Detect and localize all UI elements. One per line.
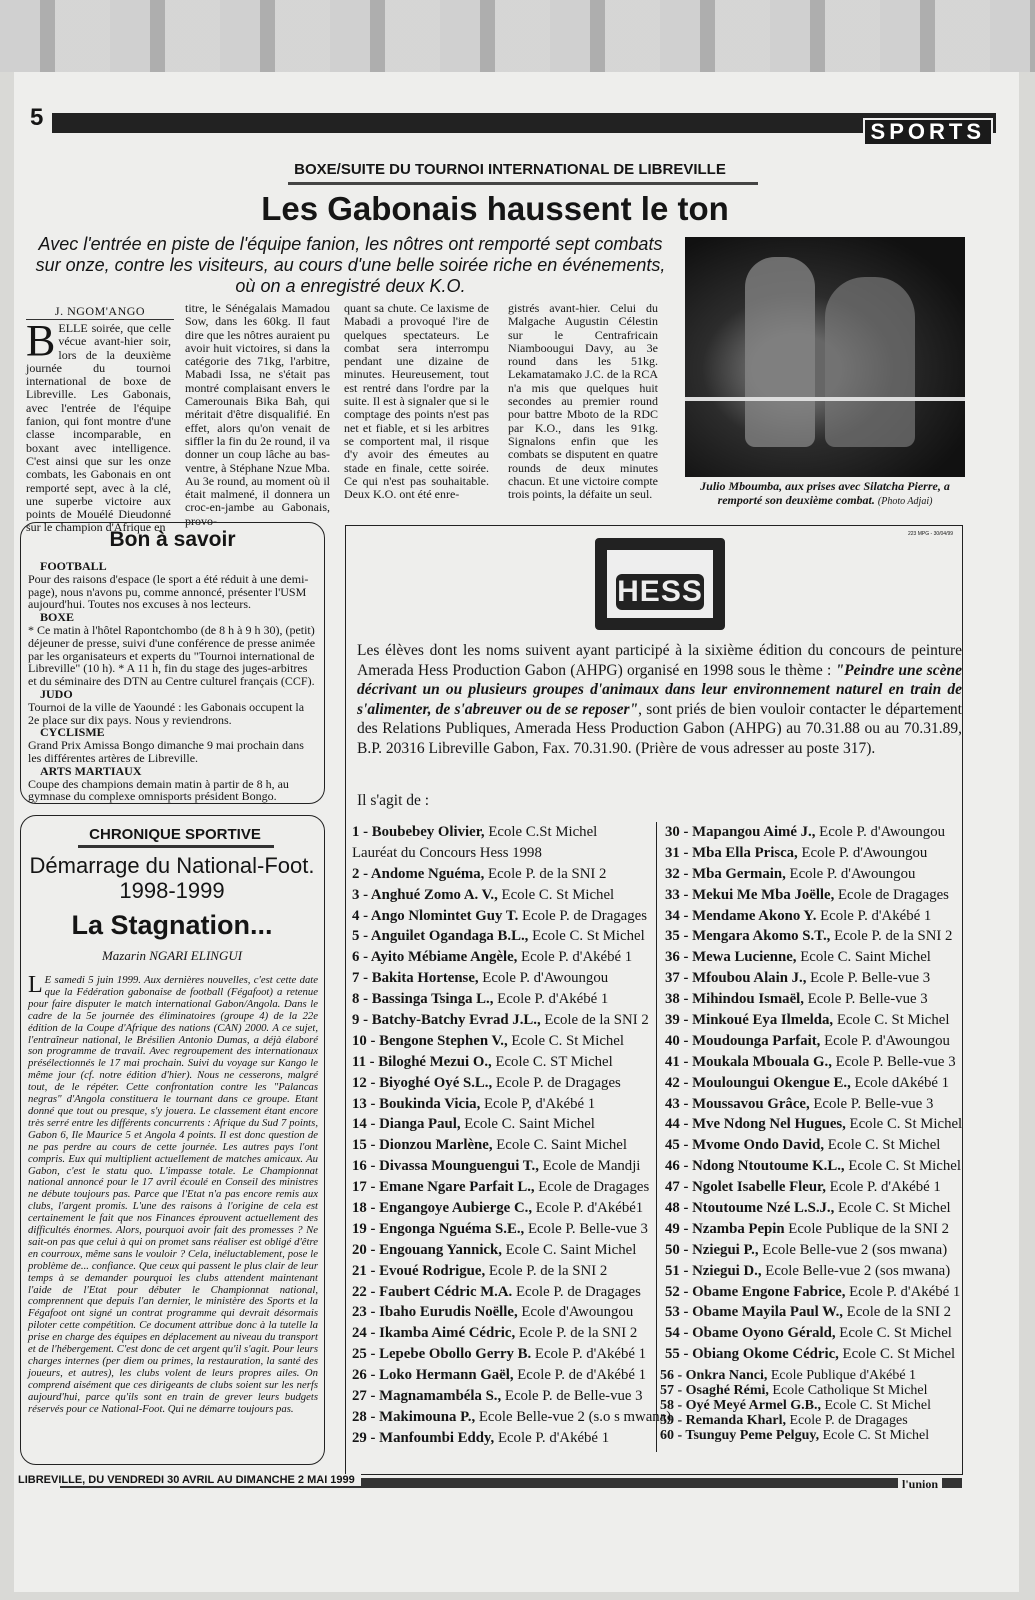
student-name: 54 - Obame Oyono Gérald, [665, 1325, 836, 1342]
list-item [665, 1075, 965, 1096]
list-item [665, 1325, 965, 1346]
list-item [665, 1096, 965, 1117]
list-item [665, 1179, 965, 1200]
dropcap: L [28, 972, 43, 998]
school-name: Ecole P. d'Akébé 1 [825, 1179, 941, 1196]
section-heading: FOOTBALL [40, 559, 107, 573]
list-item [665, 908, 965, 929]
ring-rope [685, 397, 965, 401]
school-name: Ecole P. d'Akébé 1 [816, 907, 932, 924]
chronique-headline: La Stagnation... [71, 910, 273, 940]
student-name: 28 - Makimouna P., [352, 1408, 476, 1425]
list-item [660, 1413, 960, 1428]
student-name: 22 - Faubert Cédric M.A. [352, 1283, 513, 1300]
boxing-photo [685, 237, 965, 477]
list-item [352, 1200, 652, 1221]
student-name: 60 - Tsunguy Peme Pelguy, [660, 1428, 820, 1443]
list-item [660, 1398, 960, 1413]
section-heading: CYCLISME [40, 725, 105, 740]
student-name: 50 - Nziegui P., [665, 1241, 759, 1258]
list-item [665, 1284, 965, 1305]
chronique-subtitle: Démarrage du National-Foot. 1998-1999 [29, 853, 315, 903]
list-item [352, 1325, 652, 1346]
article-column-3: quant sa chute. Ce laxisme de Mabadi a provoqué l'ire de quelques spectateurs. Le combat sera interrompu pendant une dizaine de minutes. Heureusement, tout est rentré dans l'ordre par la suite. Il est à signaler que si le comptage des points n'est pas net et fiable, et si les arbitres se comportent mal, il risque d'y avoir des émeutes au stade en finale, cette soirée. Ce qui n'est pas souhaitable. Deux K.O. ont été enre- [344, 301, 489, 502]
school-name: Ecole C. St Michel [497, 886, 615, 903]
list-item [352, 1346, 652, 1367]
student-name: 27 - Magnamambéla S., [352, 1388, 502, 1405]
list-item [665, 949, 965, 970]
student-name: 12 - Biyoghé Oyé S.L., [352, 1074, 493, 1091]
scanner-edge [0, 0, 1035, 72]
student-name: 16 - Divassa Mounguengui T., [352, 1158, 539, 1175]
list-item [352, 887, 652, 908]
student-name: 35 - Mengara Akomo S.T., [665, 928, 831, 945]
school-name: Ecole d'Awoungou [517, 1304, 634, 1321]
school-name: Ecole P. d'Awoungou [820, 1032, 950, 1049]
student-name: 55 - Obiang Okome Cédric, [665, 1346, 839, 1363]
list-item [352, 908, 652, 929]
school-name: Ecole P. Belle-vue 3 [831, 1053, 956, 1070]
photo-credit: (Photo Adjai) [877, 496, 933, 507]
school-name: Ecole P. d'Akébé1 [532, 1200, 644, 1217]
section-text: Coupe des champions demain matin à partir de 8 h, au gymnase du complexe omnisports président Bongo. [28, 776, 289, 804]
student-name: 9 - Batchy-Batchy Evrad J.L., [352, 1012, 541, 1029]
list-item [665, 866, 965, 887]
school-name: Ecole C. ST Michel [491, 1053, 613, 1070]
list-item [665, 1054, 965, 1075]
list-item [352, 1430, 652, 1451]
school-name: Ecole P. d'Awoungou [478, 970, 609, 987]
student-name: 42 - Mouloungui Okengue E., [665, 1074, 851, 1091]
student-name: 17 - Emane Ngare Parfait L., [352, 1179, 535, 1196]
list-item [660, 1428, 960, 1443]
list-item [665, 1304, 965, 1325]
list-item [665, 1200, 965, 1221]
student-name: 14 - Dianga Paul, [352, 1116, 461, 1133]
boxer-figure [745, 257, 815, 447]
list-item [352, 1304, 652, 1325]
school-name: Ecole Publique d'Akébé 1 [767, 1368, 917, 1383]
list-item [660, 1368, 960, 1383]
school-name: Ecole Publique de la SNI 2 [784, 1220, 949, 1237]
section-text: Pour des raisons d'espace (le sport a été réduit à une demi-page), nous n'avons pu, comme annoncé, présenter l'USM aujourd'hui. Toutes nos excuses à nos lecteurs. [28, 571, 309, 612]
student-name: 1 - Boubebey Olivier, [352, 824, 485, 840]
article-kicker: BOXE/SUITE DU TOURNOI INTERNATIONAL DE LIBREVILLE [294, 161, 726, 178]
student-name: 31 - Mba Ella Prisca, [665, 844, 798, 861]
student-name: 52 - Obame Engone Fabrice, [665, 1283, 846, 1300]
list-item [665, 1346, 965, 1367]
student-name: 33 - Mekui Me Mba Joëlle, [665, 886, 835, 903]
student-name: 57 - Osaghé Rémi, [660, 1383, 769, 1398]
list-item [665, 1033, 965, 1054]
section-heading: ARTS MARTIAUX [40, 763, 142, 778]
student-name: 45 - Mvome Ondo David, [665, 1137, 825, 1154]
list-item [352, 824, 652, 845]
school-name: Ecole P. de d'Akébé 1 [513, 1367, 647, 1384]
student-name: 43 - Moussavou Grâce, [665, 1095, 810, 1112]
list-item [665, 1012, 965, 1033]
school-name: Ecole de la SNI 2 [842, 1304, 952, 1321]
student-name: 11 - Biloghé Mezui O., [352, 1053, 492, 1070]
school-name: Ecole C. St Michel [528, 928, 645, 945]
chronique-body: L E samedi 5 juin 1999. Aux dernières nouvelles, c'est cette date que la Fédération gabonaise de football (Fégafoot) a retenue pour faire disputer le match international Gabon/Angola. Dans le cadre de la 5e journée des éliminatoires (groupe 4) de la 22e édition de la Coupe d'Afrique des nations (CAN) 2000. A ce sujet, l'entraîneur national, le Brésilien Antonio Dumas, a déjà élaboré son programme de travail. Avec regroupement des internationaux présélectionnés le 17 mai prochain. Suivi du voyage sur Kango le même jour (cf. notre édition d'hier). Nous ne cesserons, malgré tout, de le répéter. Cette confrontation contre les "Palancas negras" d'Angola constituera le tournant dans ce groupe. Etant donné que tout ou presque, s'y jouera. Le classement étant encore très serré entre les différents concurrents : Afrique du Sud 7 points, Gabon 6, Ile Maurice 5 et Angola 4 points. Il est donc question de ne pas perdre au cours de cette journée. Les autres pays l'ont compris. Eux qui multiplient actuellement de matches amicaux. Au Gabon, c'est le statu quo. L'impasse totale. Le Championnat national annoncé pour le 17 avril écoulé en Conseil des ministres ne débute toujours pas. Parce que l'Etat n'a pas encore remis aux clubs, l'argent promis. L'une des raisons à l'origine de cela est certainement le fait que nos Finances éprouvent actuellement des difficultés énormes. Alors, pourquoi avoir fait des promesses ? Ne sait-on pas que celui à qui on promet sans réaliser est obligé d'être en courroux, même sans le vouloir ? Cela, inéluctablement, pose le problème de... confiance. Que ceux qui passent le plus clair de leur temps à se demander pourquoi les clubs attendent maintenant l'aide de l'Etat pour débuter le Championnat national, comprennent que depuis l'an dernier, le ministère des Sports et la Fégafoot ont signé un contrat programme qui devrait désormais piloter cette compétition. Ce document attribue donc à la tutelle la prise en charge des équipes en déplacement au niveau du transport et de l'hébergement. C'est donc de cet argent qu'il s'agit. Pour leurs charges internes (per diem ou primes, la restauration, la santé des joueurs, et autres), les clubs volent de leurs propres ailes. On comprend aisément que ces dirigeants de clubs soient sur les nerfs aujourd'hui, parce qu'ils sont en train de grever leurs budgets réservés pour ce National-Foot. Qui ne démarre toujours pas. [28, 972, 318, 1415]
school-name: Ecole P. d'Akébé 1 [531, 1346, 647, 1363]
article-column-4: gistrés avant-hier. Celui du Malgache Augustin Célestin sur le Centrafricain Niamboougui Davy, au 3e round dans les 51kg. Lekamatamako J.C. de la RCA n'a mis que quelques huit secondes au premier round pour battre Mboto de la RDC par K.O., dans les 91kg. Signalons enfin que les combats se disputent en quatre rounds de deux minutes chacun. Et une victoire compte trois points, la défaite un seul. [508, 301, 658, 502]
list-item [352, 1116, 652, 1137]
school-name: Ecole P, d'Akébé 1 [480, 1095, 596, 1112]
school-name: Ecole P. de Dragages [492, 1074, 621, 1091]
dropcap: B [26, 316, 56, 365]
student-name: 5 - Anguilet Ogandaga B.L., [352, 928, 529, 945]
school-name: Ecole C. St Michel [845, 1116, 963, 1133]
list-item [352, 970, 652, 991]
list-item [665, 824, 965, 845]
student-name: 13 - Boukinda Vicia, [352, 1095, 481, 1112]
student-name: 41 - Moukala Mbouala G., [665, 1053, 832, 1070]
student-list-left [352, 824, 672, 1451]
student-name: 44 - Mve Ndong Nel Hugues, [665, 1116, 846, 1133]
school-name: Ecole C.St Michel [484, 824, 598, 840]
student-name: 21 - Evoué Rodrigue, [352, 1262, 486, 1279]
school-name: Ecole P. de la SNI 2 [485, 1262, 608, 1279]
section-label: SPORTS [863, 118, 993, 146]
boxer-figure [825, 277, 915, 447]
article-column-2: titre, le Sénégalais Mamadou Sow, dans les 60kg. Il faut dire que les nôtres auraient pu avoir huit victoires, si dans la catégorie des 71kg, l'arbitre, Mabadi Issa, ne s'était pas montré complaisant envers le Camerounais Bika Bah, qui méritait d'être disqualifié. En effet, alors qu'on venait de siffler la fin du 2e round, il va donner un coup lâche au bas-ventre, à Stéphane Nzue Mba. Au 3e round, au moment où il était malmené, il donnera un croc-en-jambe au Gabonais, provo- [185, 301, 330, 528]
column-divider [656, 822, 657, 1452]
student-name: 8 - Bassinga Tsinga L., [352, 991, 494, 1008]
list-item [352, 1075, 652, 1096]
school-name: Ecole P. d'Akébé 1 [517, 949, 633, 966]
list-item [352, 1408, 672, 1430]
school-name: Ecole Belle-vue 2 (sos mwana) [758, 1241, 948, 1258]
list-item [352, 1054, 652, 1075]
school-name: Ecole P. de la SNI 2 [515, 1325, 638, 1342]
school-name: Ecole de Dragages [834, 886, 949, 903]
school-name: Ecole P. Belle-vue 3 [806, 970, 931, 987]
student-name: 34 - Mendame Akono Y. [665, 907, 817, 924]
bon-a-savoir-title: Bon à savoir [109, 528, 236, 551]
school-name: Ecole de Mandji [538, 1158, 641, 1175]
student-name: 51 - Nziegui D., [665, 1262, 762, 1279]
student-name: 58 - Oyé Meyé Armel G.B., [660, 1398, 821, 1413]
school-name: Ecole P. Belle-vue 3 [803, 991, 928, 1008]
list-item [665, 887, 965, 908]
list-item [352, 1284, 652, 1305]
hess-logo [595, 538, 725, 630]
student-name: 3 - Anghué Zomo A. V., [352, 886, 498, 903]
list-item [352, 1012, 652, 1033]
list-item [665, 1221, 965, 1242]
student-name: 2 - Andome Nguéma, [352, 865, 485, 882]
newspaper-brand: l'union [898, 1478, 942, 1491]
hess-intro: Les élèves dont les noms suivent ayant participé à la sixième édition du concours de peinture Amerada Hess Production Gabon (AHPG) organisé en 1998 sous le thème : "Peindre une scène décrivant un ou plusieurs groupes d'animaux dans leur environnement naturel en train de s'alimenter, de s'abreuver ou de se reposer", sont priés de bien vouloir contacter le département des Relations Publiques, Amerada Hess Production Gabon (AHPG) au 70.31.88 ou au 70.31.89, B.P. 20316 Libreville Gabon, Fax. 70.31.90. (Prière de vous adresser au poste 317). [357, 642, 962, 757]
list-item [352, 1096, 652, 1117]
student-name: 37 - Mfoubou Alain J., [665, 970, 807, 987]
school-name: Ecole C. St Michel [819, 1428, 930, 1443]
student-list-right-end [660, 1368, 960, 1443]
school-name: Ecole C. St Michel [834, 1200, 951, 1217]
student-name: 6 - Ayito Mébiame Angèle, [352, 949, 518, 966]
article-headline: Les Gabonais haussent le ton [261, 190, 729, 227]
student-name: 32 - Mba Germain, [665, 865, 786, 882]
school-name: Ecole C. Saint Michel [492, 1137, 627, 1154]
section-heading: JUDO [40, 686, 73, 701]
chronique-rule [78, 845, 274, 848]
list-intro: Il s'agit de : [357, 792, 430, 809]
school-name: Ecole C. St Michel [824, 1137, 941, 1154]
school-name: Ecole P. d'Awoungou [815, 824, 945, 840]
student-name: 20 - Engouang Yannick, [352, 1241, 502, 1258]
article-column-1: BELLE soirée, que celle vécue avant-hier soir, lors de la deuxième journée du tournoi international de boxe de Libreville. Les Gabonais, avec l'entrée de l'équipe fanion, qui font montre d'une classe incomparable, en boxant avec intelligence. C'est ainsi que sur les onze combats, les Gabonais en ont remporté sept, avec à la clé, une superbe victoire aux points de Mouélé Dieudonné sur le champion d'Afrique en [26, 316, 171, 535]
school-name: Ecole P. d'Akébé 1 [845, 1283, 961, 1300]
student-name: 48 - Ntoutoume Nzé L.S.J., [665, 1200, 835, 1217]
section-text: Grand Prix Amissa Bongo dimanche 9 mai prochain dans les différentes artères de Libreville. [28, 738, 304, 765]
school-name: Ecole de Dragages [534, 1179, 650, 1196]
list-item [352, 928, 652, 949]
list-item [352, 1263, 652, 1284]
student-name: 29 - Manfoumbi Eddy, [352, 1429, 495, 1446]
list-item [665, 1242, 965, 1263]
school-name: Ecole C. St Michel [835, 1325, 952, 1342]
student-name: 38 - Mihindou Ismaël, [665, 991, 804, 1008]
list-item [352, 1388, 652, 1409]
student-name: 7 - Bakita Hortense, [352, 970, 479, 987]
school-name: Ecole Belle-vue 2 (s.o s mwana) [475, 1408, 672, 1425]
student-list-right [665, 824, 965, 1367]
list-item [660, 1383, 960, 1398]
school-name: Ecole P. de Dragages [786, 1413, 908, 1428]
school-name: Ecole P. d'Akébé 1 [493, 991, 609, 1008]
school-name: Ecole P. d'Awoungou [785, 865, 916, 882]
ad-code: 223 MPG - 30/04/99 [908, 531, 954, 537]
list-item [352, 1158, 652, 1179]
list-item [665, 1263, 965, 1284]
list-item [352, 1179, 652, 1200]
student-name: 36 - Mewa Lucienne, [665, 949, 797, 966]
list-item [352, 845, 652, 866]
footer-dateline: LIBREVILLE, DU VENDREDI 30 AVRIL AU DIMANCHE 2 MAI 1999 [18, 1474, 361, 1486]
student-name: 46 - Ndong Ntoutoume K.L., [665, 1158, 845, 1175]
student-name: 26 - Loko Hermann Gaël, [352, 1367, 514, 1384]
list-item [352, 1137, 652, 1158]
student-name: 10 - Bengone Stephen V., [352, 1032, 508, 1049]
school-name: Ecole P. Belle-vue 3 [809, 1095, 934, 1112]
list-item [352, 1221, 652, 1242]
chronique-byline: Mazarin NGARI ELINGUI [101, 948, 243, 963]
school-name: Ecole C. St Michel [507, 1032, 624, 1049]
student-name: 30 - Mapangou Aimé J., [665, 824, 816, 840]
student-name: 19 - Engonga Nguéma S.E., [352, 1220, 525, 1237]
school-name: Ecole C. St Michel [838, 1346, 956, 1363]
list-item [352, 866, 652, 887]
student-name: 53 - Obame Mayila Paul W., [665, 1304, 843, 1321]
school-name: Ecole Catholique St Michel [768, 1383, 928, 1398]
bon-a-savoir-body [28, 560, 318, 803]
student-name: 47 - Ngolet Isabelle Fleur, [665, 1179, 826, 1196]
school-name: Ecole P. de Dragages [518, 907, 647, 924]
school-name: Ecole C. Saint Michel [460, 1116, 595, 1133]
section-heading: BOXE [40, 610, 75, 625]
student-name: 4 - Ango Nlomintet Guy T. [352, 907, 519, 924]
school-name: Ecole P. de la SNI 2 [484, 865, 607, 882]
list-item [665, 991, 965, 1012]
student-name: 49 - Nzamba Pepin [665, 1220, 785, 1237]
chronique-title: CHRONIQUE SPORTIVE [89, 826, 261, 843]
student-name: 24 - Ikamba Aimé Cédric, [352, 1325, 516, 1342]
school-name: Ecole C. St Michel [833, 1012, 950, 1029]
hess-logo-text: HESS [617, 575, 703, 608]
student-name: 25 - Lepebe Obollo Gerry B. [352, 1346, 532, 1363]
list-item [352, 991, 652, 1012]
school-name: Ecole P. de Belle-vue 3 [501, 1388, 643, 1405]
photo-caption: Julio Mboumba, aux prises avec Silatcha Pierre, a remporté son deuxième combat. (Photo Adjai) [700, 479, 950, 507]
school-name: Ecole dAkébé 1 [850, 1074, 950, 1091]
student-name: 39 - Minkoué Eya Ilmelda, [665, 1012, 834, 1029]
school-name: Ecole C. St Michel [844, 1158, 961, 1175]
article-byline: J. NGOM'ANGO [26, 304, 174, 320]
list-item [665, 1158, 965, 1179]
school-name: Ecole Belle-vue 2 (sos mwana) [761, 1262, 951, 1279]
student-name: 40 - Moudounga Parfait, [665, 1032, 821, 1049]
school-name: Ecole P. de la SNI 2 [830, 928, 953, 945]
school-name: Ecole C. Saint Michel [796, 949, 931, 966]
school-name: Ecole de la SNI 2 [540, 1012, 649, 1029]
school-name: Ecole P. d'Akébé 1 [494, 1429, 610, 1446]
section-text: Tournoi de la ville de Yaoundé : les Gabonais occupent la 2e place sur dix pays. Nous y reviendrons. [28, 699, 305, 727]
list-item [665, 970, 965, 991]
section-bar [52, 113, 996, 133]
student-name: 56 - Onkra Nanci, [660, 1368, 768, 1383]
student-name: 59 - Remanda Kharl, [660, 1413, 786, 1428]
list-item [665, 1116, 965, 1137]
list-item [665, 845, 965, 866]
student-name: 18 - Engangoye Aubierge C., [352, 1200, 533, 1217]
list-item [665, 928, 965, 949]
school-name: Ecole C. St Michel [820, 1398, 931, 1413]
school-name: Lauréat du Concours Hess 1998 [352, 844, 542, 861]
section-text: * Ce matin à l'hôtel Rapontchombo (de 8 h à 9 h 30), (petit) déjeuner de presse, suivi d'une conférence de presse animée par les organisateurs et experts du "Tournoi international de Libreville" (10 h). * A 11 h, fin du stage des juges-arbitres et du séminaire des DTN au Centre culturel français (CCF). [28, 622, 316, 689]
kicker-rule [288, 182, 758, 185]
article-lead: Avec l'entrée en piste de l'équipe fanion, les nôtres ont remporté sept combats sur onze, contre les visiteurs, au cours d'une belle soirée riche en événements, où on a enregistré deux K.O. [35, 234, 666, 296]
list-item [352, 949, 652, 970]
school-name: Ecole P. de Dragages [512, 1283, 641, 1300]
list-item [352, 1033, 652, 1054]
list-item [352, 1242, 652, 1263]
school-name: Ecole P. d'Awoungou [797, 844, 928, 861]
page-number: 5 [30, 104, 44, 131]
list-item [665, 1137, 965, 1158]
school-name: Ecole C. Saint Michel [501, 1241, 637, 1258]
list-item [352, 1367, 652, 1388]
school-name: Ecole P. Belle-vue 3 [524, 1220, 648, 1237]
student-name: 15 - Dionzou Marlène, [352, 1137, 493, 1154]
student-name: 23 - Ibaho Eurudis Noëlle, [352, 1304, 518, 1321]
